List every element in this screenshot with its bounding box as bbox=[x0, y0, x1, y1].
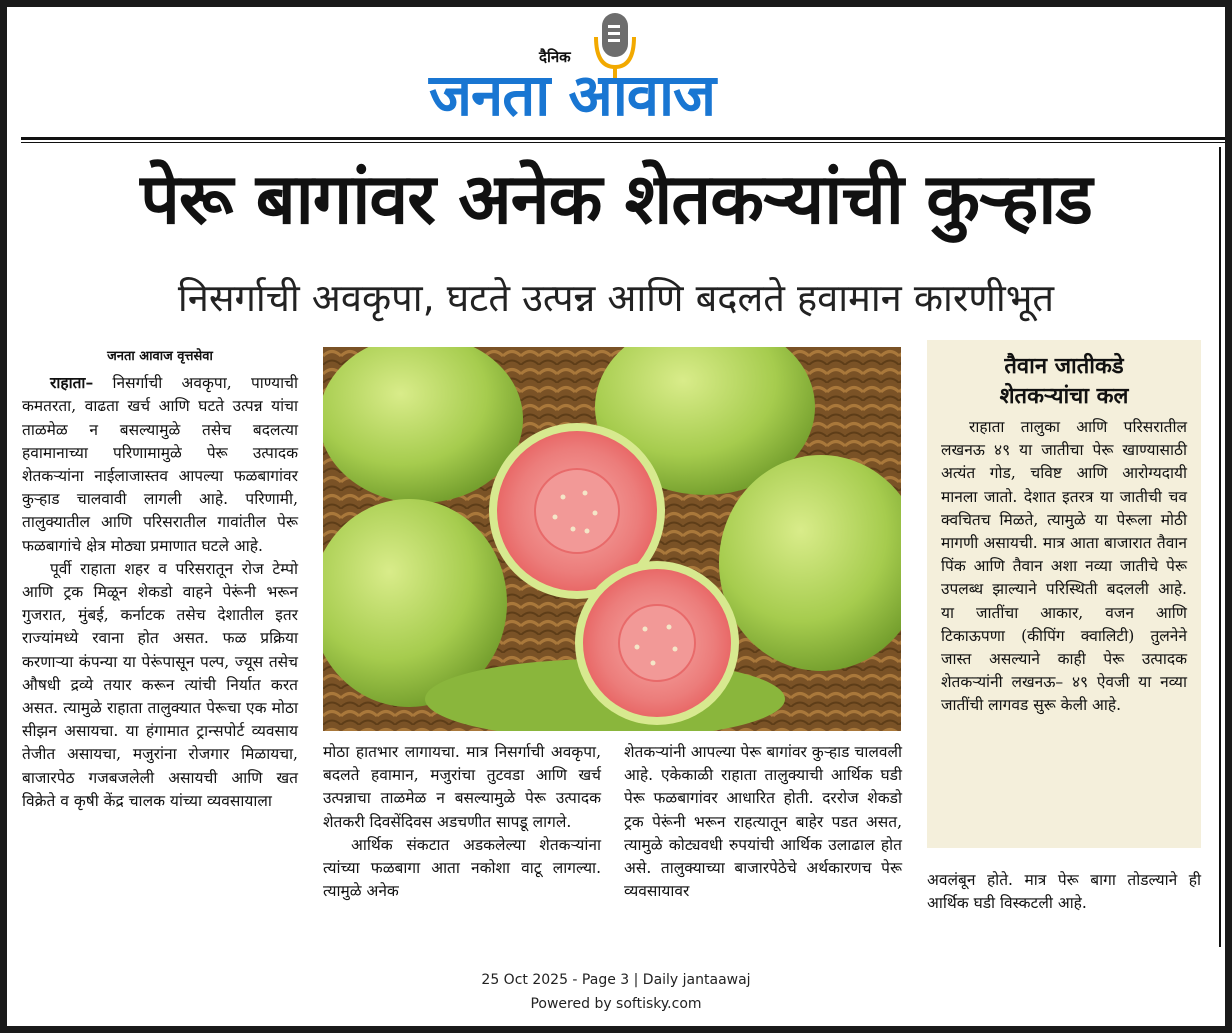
article-text: निसर्गाची अवकृपा, पाण्याची कमतरता, वाढता खर्च आणि घटते उत्पन्न यांचा ताळमेळ न बसल्यामुळे तसेच बदलत्या हवामानाच्या परिणामामुळे पेरू उत्पादक शेतकऱ्यांना नाईलाजास्तव आपल्या फळबागांवर कुऱ्हाड चालवावी लागली आहे. परिणामी, तालुक्यातील आणि परिसरातील गावांतील पेरू फळबागांचे क्षेत्र मोठ्या प्रमाणात घटले आहे. bbox=[22, 374, 298, 555]
article-paragraph: अवलंबून होते. मात्र पेरू बागा तोडल्याने ही आर्थिक घडी विस्कटली आहे. bbox=[927, 871, 1201, 913]
subheadline: निसर्गाची अवकृपा, घटते उत्पन्न आणि बदलते हवामान कारणीभूत bbox=[177, 276, 1055, 320]
article-column-4 bbox=[927, 869, 1201, 915]
sidebar-box bbox=[927, 340, 1201, 848]
sidebar-title-line: तैवान जातीकडे bbox=[1004, 354, 1124, 379]
article-paragraph: पूर्वी राहाता शहर व परिसरातून रोज टेम्पो आणि ट्रक मिळून शेकडो वाहने पेरूंनी भरून गुजरात, मुंबई, कर्नाटक तसेच देशातील इतर राज्यांमध्ये रवाना होत असत. फळ प्रक्रिया करणाऱ्या कंपन्या या पेरूंपासून पल्प, ज्यूस तसेच औषधी द्रव्ये तयार करून त्यांची निर्यात करत असत. त्यामुळे राहाता तालुक्यात पेरूचा एक मोठा सीझन असायचा. या हंगामात ट्रान्सपोर्ट व्यवसाय तेजीत असायचा, मजुरांना रोजगार मिळायचा, बाजारपेठ गजबजलेली असायची आणि खत विक्रेते व कृषी केंद्र चालक यांच्या व्यवसायाला bbox=[22, 559, 298, 810]
footer-page-info: 25 Oct 2025 - Page 3 | Daily jantaawaj bbox=[481, 972, 751, 988]
column-rule bbox=[1219, 147, 1221, 947]
article-paragraph bbox=[22, 371, 298, 558]
sidebar-body bbox=[941, 416, 1187, 718]
newspaper-page bbox=[7, 7, 1225, 1026]
logo-daily-label: दैनिक bbox=[539, 48, 571, 66]
masthead-rule-thin bbox=[21, 142, 1225, 143]
guava-illustration bbox=[323, 347, 901, 731]
article-column-3 bbox=[624, 741, 902, 903]
masthead-rule bbox=[21, 137, 1225, 140]
dateline: राहाता– bbox=[50, 373, 94, 393]
guava-photo bbox=[323, 347, 901, 731]
article-column-1 bbox=[22, 345, 298, 813]
article-paragraph: आर्थिक संकटात अडकलेल्या शेतकऱ्यांना त्यांच्या फळबागा आता नकोशा वाटू लागल्या. त्यामुळे अनेक bbox=[323, 835, 601, 901]
sidebar-title-line: शेतकऱ्यांचा कल bbox=[999, 384, 1129, 409]
sidebar-title bbox=[927, 340, 1201, 412]
article-paragraph: मोठा हातभार लागायचा. मात्र निसर्गाची अवकृपा, बदलते हवामान, मजुरांचा तुटवडा आणि खर्च उत्पन्नाचा ताळमेळ न बसल्यामुळे पेरू उत्पादक शेतकरी दिवसेंदिवस अडचणीत सापडू लागले. bbox=[323, 743, 601, 831]
masthead-logo[interactable] bbox=[417, 11, 817, 133]
footer-powered-by[interactable]: Powered by softisky.com bbox=[530, 996, 702, 1012]
logo-name: जनता आवाज bbox=[429, 61, 716, 129]
sidebar-paragraph: राहाता तालुका आणि परिसरातील लखनऊ ४९ या जातीचा पेरू खाण्यासाठी अत्यंत गोड, चविष्ट आणि आरोग्यदायी मानला जातो. देशात इतरत्र या जातीची चव क्वचितच मिळते, त्यामुळे या पेरूला मोठी मागणी असायची. मात्र आता बाजारात तैवान पिंक आणि तैवान अशा नव्या जातीचे पेरू उपलब्ध झाल्याने परिस्थिती बदलली आहे. या जातींचा आकार, वजन आणि टिकाऊपणा (कीपिंग क्वालिटी) तुलनेने जास्त असल्याने काही पेरू उत्पादक शेतकऱ्यांनी लखनऊ– ४९ ऐवजी या नव्या जातींची लागवड सुरू केली आहे. bbox=[941, 418, 1187, 715]
byline: जनता आवाज वृत्तसेवा bbox=[107, 349, 213, 364]
article-column-2 bbox=[323, 741, 601, 903]
article-paragraph: शेतकऱ्यांनी आपल्या पेरू बागांवर कुऱ्हाड चालवली आहे. एकेकाळी राहाता तालुक्याची आर्थिक घडी पेरू फळबागांवर आधारित होती. दररोज शेकडो ट्रक पेरूंनी भरून राहत्यातून बाहेर पडत असत, त्यामुळे कोट्यवधी रुपयांची आर्थिक उलाढाल होत असे. तालुक्याच्या बाजारपेठेचे अर्थकारणच पेरू व्यवसायावर bbox=[624, 743, 902, 901]
headline: पेरू बागांवर अनेक शेतकऱ्यांची कुऱ्हाड bbox=[140, 158, 1092, 240]
